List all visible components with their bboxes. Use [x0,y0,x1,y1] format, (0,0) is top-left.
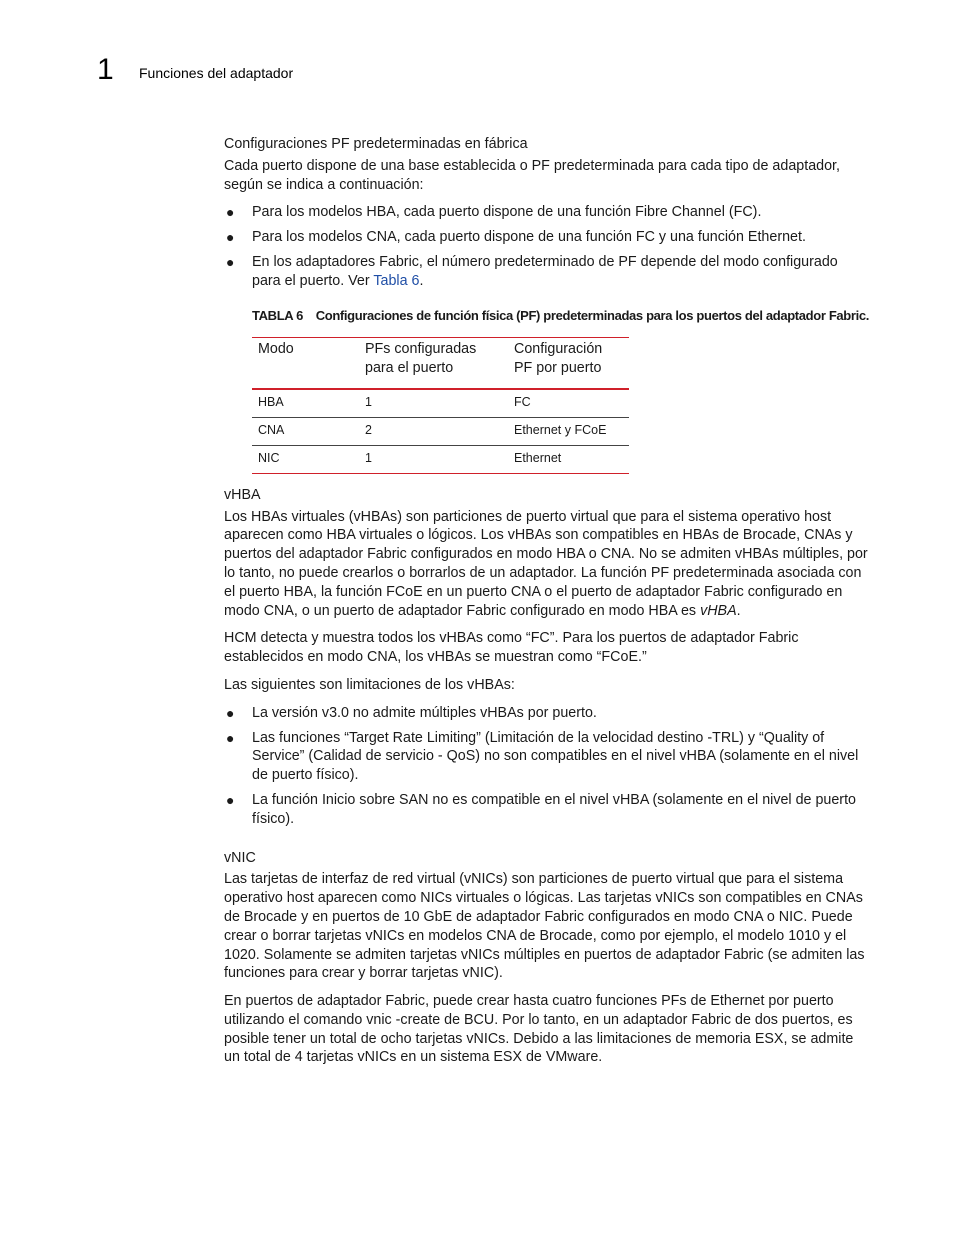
table-label: TABLA 6 [252,307,303,323]
bcu-command: vnic -create [366,1011,441,1028]
bullet-icon: ● [226,229,235,246]
chapter-title: Funciones del adaptador [139,65,294,81]
page-content [224,135,869,1076]
table-header-row [252,338,629,390]
table-cell: 1 [359,389,508,417]
pf-config-table [252,337,629,473]
list-item: ● Para los modelos HBA, cada puerto dispone de una función Fibre Channel (FC). [226,204,762,221]
bullet-icon: ● [226,791,235,808]
table-row [252,445,629,473]
vnic-paragraph-1: Las tarjetas de interfaz de red virtual (vNICs) son particiones de puerto virtual que para el sistema operativo host aparecen como NICs virtuales o lógicas. Las tarjetas vNICs son compatibles en CNAs de Brocade y en puertos de 10 GbE de adaptador Fabric configurados en modo CNA o NIC. Puede crear o borrar tarjetas vNICs en modelos CNA de Brocade, como por ejemplo, el modelo 1010 y el 1020. Solamente se admiten tarjetas vNICs múltiples en puertos de adaptador Fabric (se admiten las funciones para crear y borrar tarjetas vNIC). [224,871,865,982]
column-header-config: Configuración PF por puerto [508,338,629,390]
section-heading-vnic: vNIC [224,849,256,866]
table-cell: Ethernet y FCoE [508,418,629,446]
table-caption-text: Configuraciones de función física (PF) predeterminadas para los puertos del adaptador Fabric. [315,307,869,323]
table-6-link[interactable]: Tabla 6 [373,272,420,289]
list-item: ● Para los modelos CNA, cada puerto dispone de una función FC y una función Ethernet. [226,229,806,246]
chapter-number: 1 [97,53,114,86]
table-cell: NIC [252,445,359,473]
section-heading-vhba: vHBA [224,486,261,503]
vhba-paragraph-3: Las siguientes son limitaciones de los vHBAs: [224,676,515,693]
section-heading-pf-defaults: Configuraciones PF predeterminadas en fábrica [224,136,528,152]
vnic-paragraph-2: En puertos de adaptador Fabric, puede crear hasta cuatro funciones PFs de Ethernet por puerto utilizando el comando vnic -create de BCU. Por lo tanto, en un adaptador Fabric de dos puertos, es posible tener un total de ocho tarjetas vNICs. Debido a las limitaciones de memoria ESX, se admite un total de 4 tarjetas vNICs en un sistema ESX de VMware. [224,993,854,1066]
table-cell: HBA [252,389,359,417]
table-cell: CNA [252,418,359,446]
table-cell: FC [508,389,629,417]
vhba-paragraph-2: HCM detecta y muestra todos los vHBAs como “FC”. Para los puertos de adaptador Fabric establecidos en modo CNA, los vHBAs se muestran como “FCoE.” [224,630,799,666]
table-cell: 1 [359,445,508,473]
bullet-icon: ● [226,204,235,221]
pf-bullet-list [224,203,869,290]
bullet-icon: ● [226,729,235,746]
table-caption [252,307,869,326]
list-item: ● Las funciones “Target Rate Limiting” (Limitación de la velocidad destino -TRL) y “Quality of Service” (Calidad de servicio - QoS) no son compatibles en el nivel vHBA (solamente en el nivel de puerto físico). [226,729,859,784]
section-intro: Cada puerto dispone de una base establecida o PF predeterminada para cada tipo de adaptador, según se indica a continuación: [224,157,841,193]
list-item: ● La versión v3.0 no admite múltiples vHBAs por puerto. [226,704,597,721]
table-cell: Ethernet [508,445,629,473]
vhba-paragraph-1: Los HBAs virtuales (vHBAs) son particiones de puerto virtual que para el sistema operativo host aparecen como HBA virtuales o lógicos. Los vHBAs son compatibles en HBAs de Brocade, CNAs y puertos del adaptador Fabric configurados en modo HBA o CNA. No se admiten vHBAs múltiples, por lo tanto, no puede crearlos o borrarlos de un adaptador. La función PF predeterminada asociada con el puerto HBA, la función FCoE en un puerto CNA o el puerto de adaptador Fabric configurado en modo CNA, o un puerto de adaptador Fabric configurado en modo HBA es vHBA. [224,508,868,619]
bullet-icon: ● [226,704,235,721]
list-item: ● En los adaptadores Fabric, el número predeterminado de PF depende del modo configurado para el puerto. Ver Tabla 6. [226,253,838,289]
table-row [252,418,629,446]
table-cell: 2 [359,418,508,446]
column-header-mode: Modo [252,338,359,390]
column-header-pfs: PFs configuradas para el puerto [359,338,508,390]
bullet-icon: ● [226,253,235,270]
list-item: ● La función Inicio sobre SAN no es compatible en el nivel vHBA (solamente en el nivel de puerto físico). [226,791,856,827]
vhba-limitations-list [224,704,869,829]
table-row [252,389,629,417]
